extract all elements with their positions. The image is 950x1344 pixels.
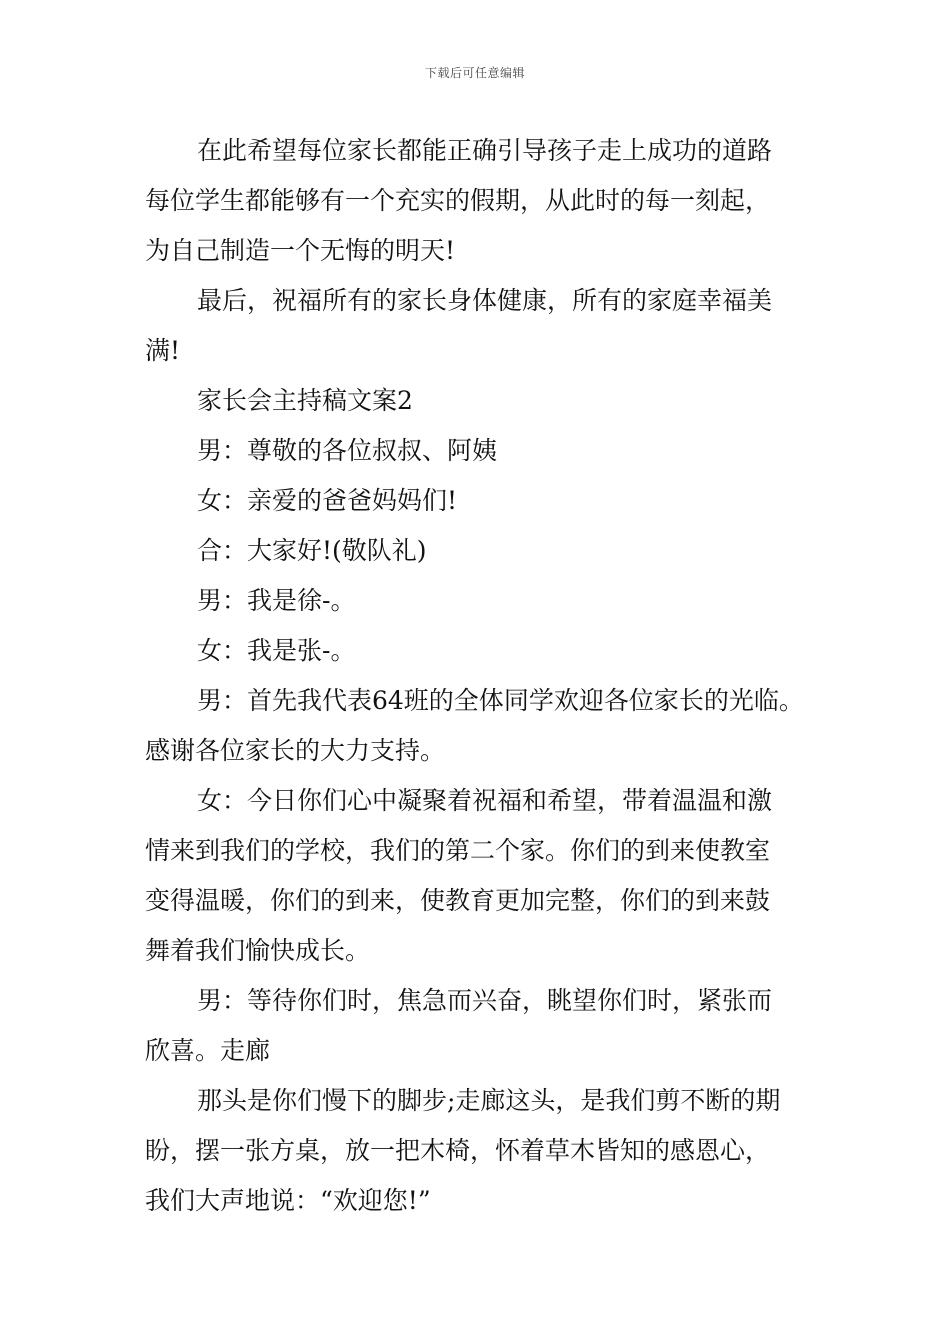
- text-line: 合：大家好!(敬队礼): [197, 536, 427, 565]
- text-line: 那头是你们慢下的脚步;走廊这头，是我们剪不断的期: [197, 1086, 781, 1115]
- text-line: 满!: [145, 336, 181, 365]
- text-line: 女：我是张-。: [197, 636, 356, 665]
- text-line: 女：今日你们心中凝聚着祝福和希望，带着温温和激: [197, 786, 773, 815]
- text-line: 盼，摆一张方桌，放一把木椅，怀着草木皆知的感恩心，: [145, 1136, 771, 1165]
- document-body: [145, 126, 825, 1226]
- text-line: 女：亲爱的爸爸妈妈们!: [197, 486, 458, 515]
- text-line: 每位学生都能够有一个充实的假期，从此时的每一刻起，: [145, 186, 771, 215]
- text-line: 男：尊敬的各位叔叔、阿姨: [197, 436, 498, 465]
- text-line: 男：我是徐-。: [197, 586, 356, 615]
- text-line: 欣喜。走廊: [145, 1036, 271, 1065]
- text-line: 情来到我们的学校，我们的第二个家。你们的到来使教室: [145, 836, 771, 865]
- text-line: 为自己制造一个无悔的明天!: [145, 236, 456, 265]
- text-line: 在此希望每位家长都能正确引导孩子走上成功的道路: [197, 136, 773, 165]
- text-line: 舞着我们愉快成长。: [145, 936, 371, 965]
- text-line: 男：等待你们时，焦急而兴奋，眺望你们时，紧张而: [197, 986, 773, 1015]
- text-line: 最后，祝福所有的家长身体健康，所有的家庭幸福美: [197, 286, 773, 315]
- text-line: 男：首先我代表64班的全体同学欢迎各位家长的光临。: [197, 686, 804, 715]
- text-line: 变得温暖，你们的到来，使教育更加完整，你们的到来鼓: [145, 886, 771, 915]
- text-line: 我们大声地说：“欢迎您!”: [145, 1186, 431, 1215]
- section-title: 家长会主持稿文案2: [197, 386, 413, 415]
- text-line: 感谢各位家长的大力支持。: [145, 736, 446, 765]
- page-header: 下载后可任意编辑: [424, 66, 525, 80]
